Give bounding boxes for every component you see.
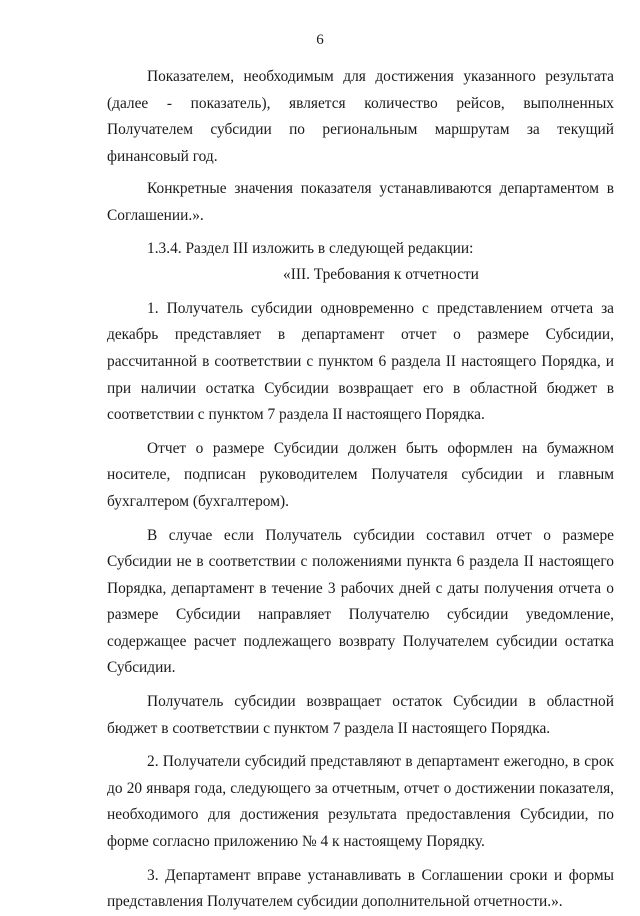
paragraph-indicator-definition: Показателем, необходимым для достижения указанного результата (далее - показатель), является количество рейсов, выполненных Получателем субсидии по региональным маршрутам за текущий финансовый год. [107,68,614,165]
paragraph-return-balance: Получатель субсидии возвращает остаток Субсидии в областной бюджет в соответствии с пунктом 7 раздела II настоящего Порядка. [107,693,614,737]
page-number: 6 [316,32,324,48]
paragraph-item-1: 1. Получатель субсидии одновременно с представлением отчета за декабрь представляет в департамент отчет о размере Субсидии, рассчитанной в соответствии с пунктом 6 раздела II настоящего Порядка, и при наличии остатка Субсидии возвращает его в областной бюджет в соответствии с пунктом 7 раздела II настоящего Порядка. [107,299,614,424]
paragraph-incorrect-report: В случае если Получатель субсидии составил отчет о размере Субсидии не в соответствии с положениями пункта 6 раздела II настоящего Порядка, департамент в течение 3 рабочих дней с даты получения отчета о размере Субсидии направляет Получателю субсидии уведомление, содержащее расчет подлежащего возврату Получателем субсидии остатка Субсидии. [107,526,614,677]
document-body [107,64,614,916]
paragraph-item-3: 3. Департамент вправе устанавливать в Соглашении сроки и формы представления Получателем субсидии дополнительной отчетности.». [107,866,614,911]
paragraph-item-2: 2. Получатели субсидий представляют в департамент ежегодно, в срок до 20 января года, следующего за отчетным, отчет о достижении показателя, необходимого для достижения результата предоставления Субсидии, по форме согласно приложению № 4 к настоящему Порядку. [107,753,614,851]
paragraph-report-format: Отчет о размере Субсидии должен быть оформлен на бумажном носителе, подписан руководителем Получателя субсидии и главным бухгалтером (бухгалтером). [107,439,614,510]
paragraph-amendment-clause: 1.3.4. Раздел III изложить в следующей редакции: [147,239,474,257]
paragraph-indicator-values: Конкретные значения показателя устанавливаются департаментом в Соглашении.». [107,180,614,224]
section-title: «III. Требования к отчетности [283,266,479,284]
